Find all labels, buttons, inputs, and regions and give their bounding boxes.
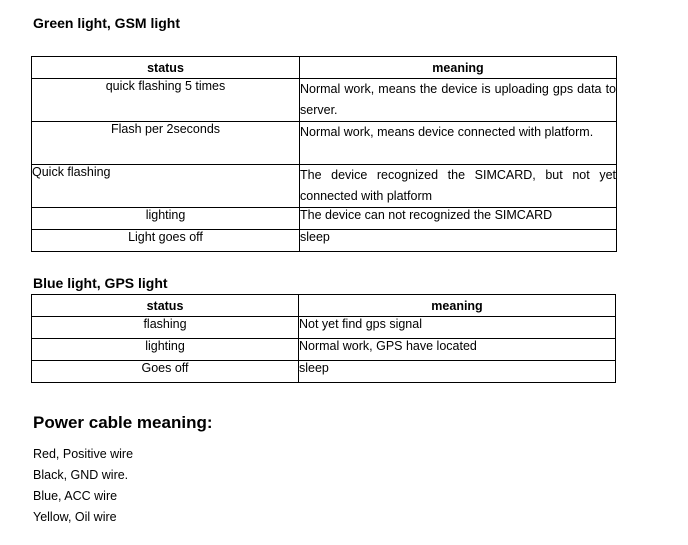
meaning-cell: Normal work, means the device is uploading gps data to server. <box>300 79 617 122</box>
status-cell: Flash per 2seconds <box>32 122 300 165</box>
table-row <box>32 361 616 383</box>
status-column-header: status <box>32 57 300 79</box>
meaning-column-header: meaning <box>300 57 617 79</box>
table-header-row <box>32 295 616 317</box>
blue-light-heading: Blue light, GPS light <box>33 275 168 291</box>
power-cable-heading: Power cable meaning: <box>33 413 213 432</box>
status-cell: Quick flashing <box>32 165 300 208</box>
table-header-row <box>32 57 617 79</box>
table-row <box>32 122 617 165</box>
list-item: Blue, ACC wire <box>33 489 118 503</box>
meaning-column-header: meaning <box>299 295 616 317</box>
meaning-cell: The device can not recognized the SIMCARD <box>300 208 617 230</box>
status-cell: quick flashing 5 times <box>32 79 300 122</box>
meaning-cell: sleep <box>299 361 616 383</box>
status-cell: lighting <box>32 208 300 230</box>
meaning-cell: sleep <box>300 230 617 252</box>
table-row <box>32 230 617 252</box>
list-item: Yellow, Oil wire <box>33 510 117 524</box>
status-cell: Goes off <box>32 361 299 383</box>
list-item: Black, GND wire. <box>33 468 129 482</box>
blue-light-table <box>31 294 616 383</box>
table-row <box>32 165 617 208</box>
meaning-cell: The device recognized the SIMCARD, but not yet connected with platform <box>300 165 617 208</box>
power-cable-list <box>33 446 133 530</box>
table-row <box>32 208 617 230</box>
status-column-header: status <box>32 295 299 317</box>
green-light-heading: Green light, GSM light <box>33 15 180 31</box>
status-cell: flashing <box>32 317 299 339</box>
list-item: Red, Positive wire <box>33 447 134 461</box>
table-row <box>32 317 616 339</box>
meaning-cell: Not yet find gps signal <box>299 317 616 339</box>
meaning-cell: Normal work, GPS have located <box>299 339 616 361</box>
table-row <box>32 339 616 361</box>
status-cell: Light goes off <box>32 230 300 252</box>
green-light-table <box>31 56 617 252</box>
status-cell: lighting <box>32 339 299 361</box>
meaning-cell: Normal work, means device connected with platform. <box>300 122 617 165</box>
table-row <box>32 79 617 122</box>
